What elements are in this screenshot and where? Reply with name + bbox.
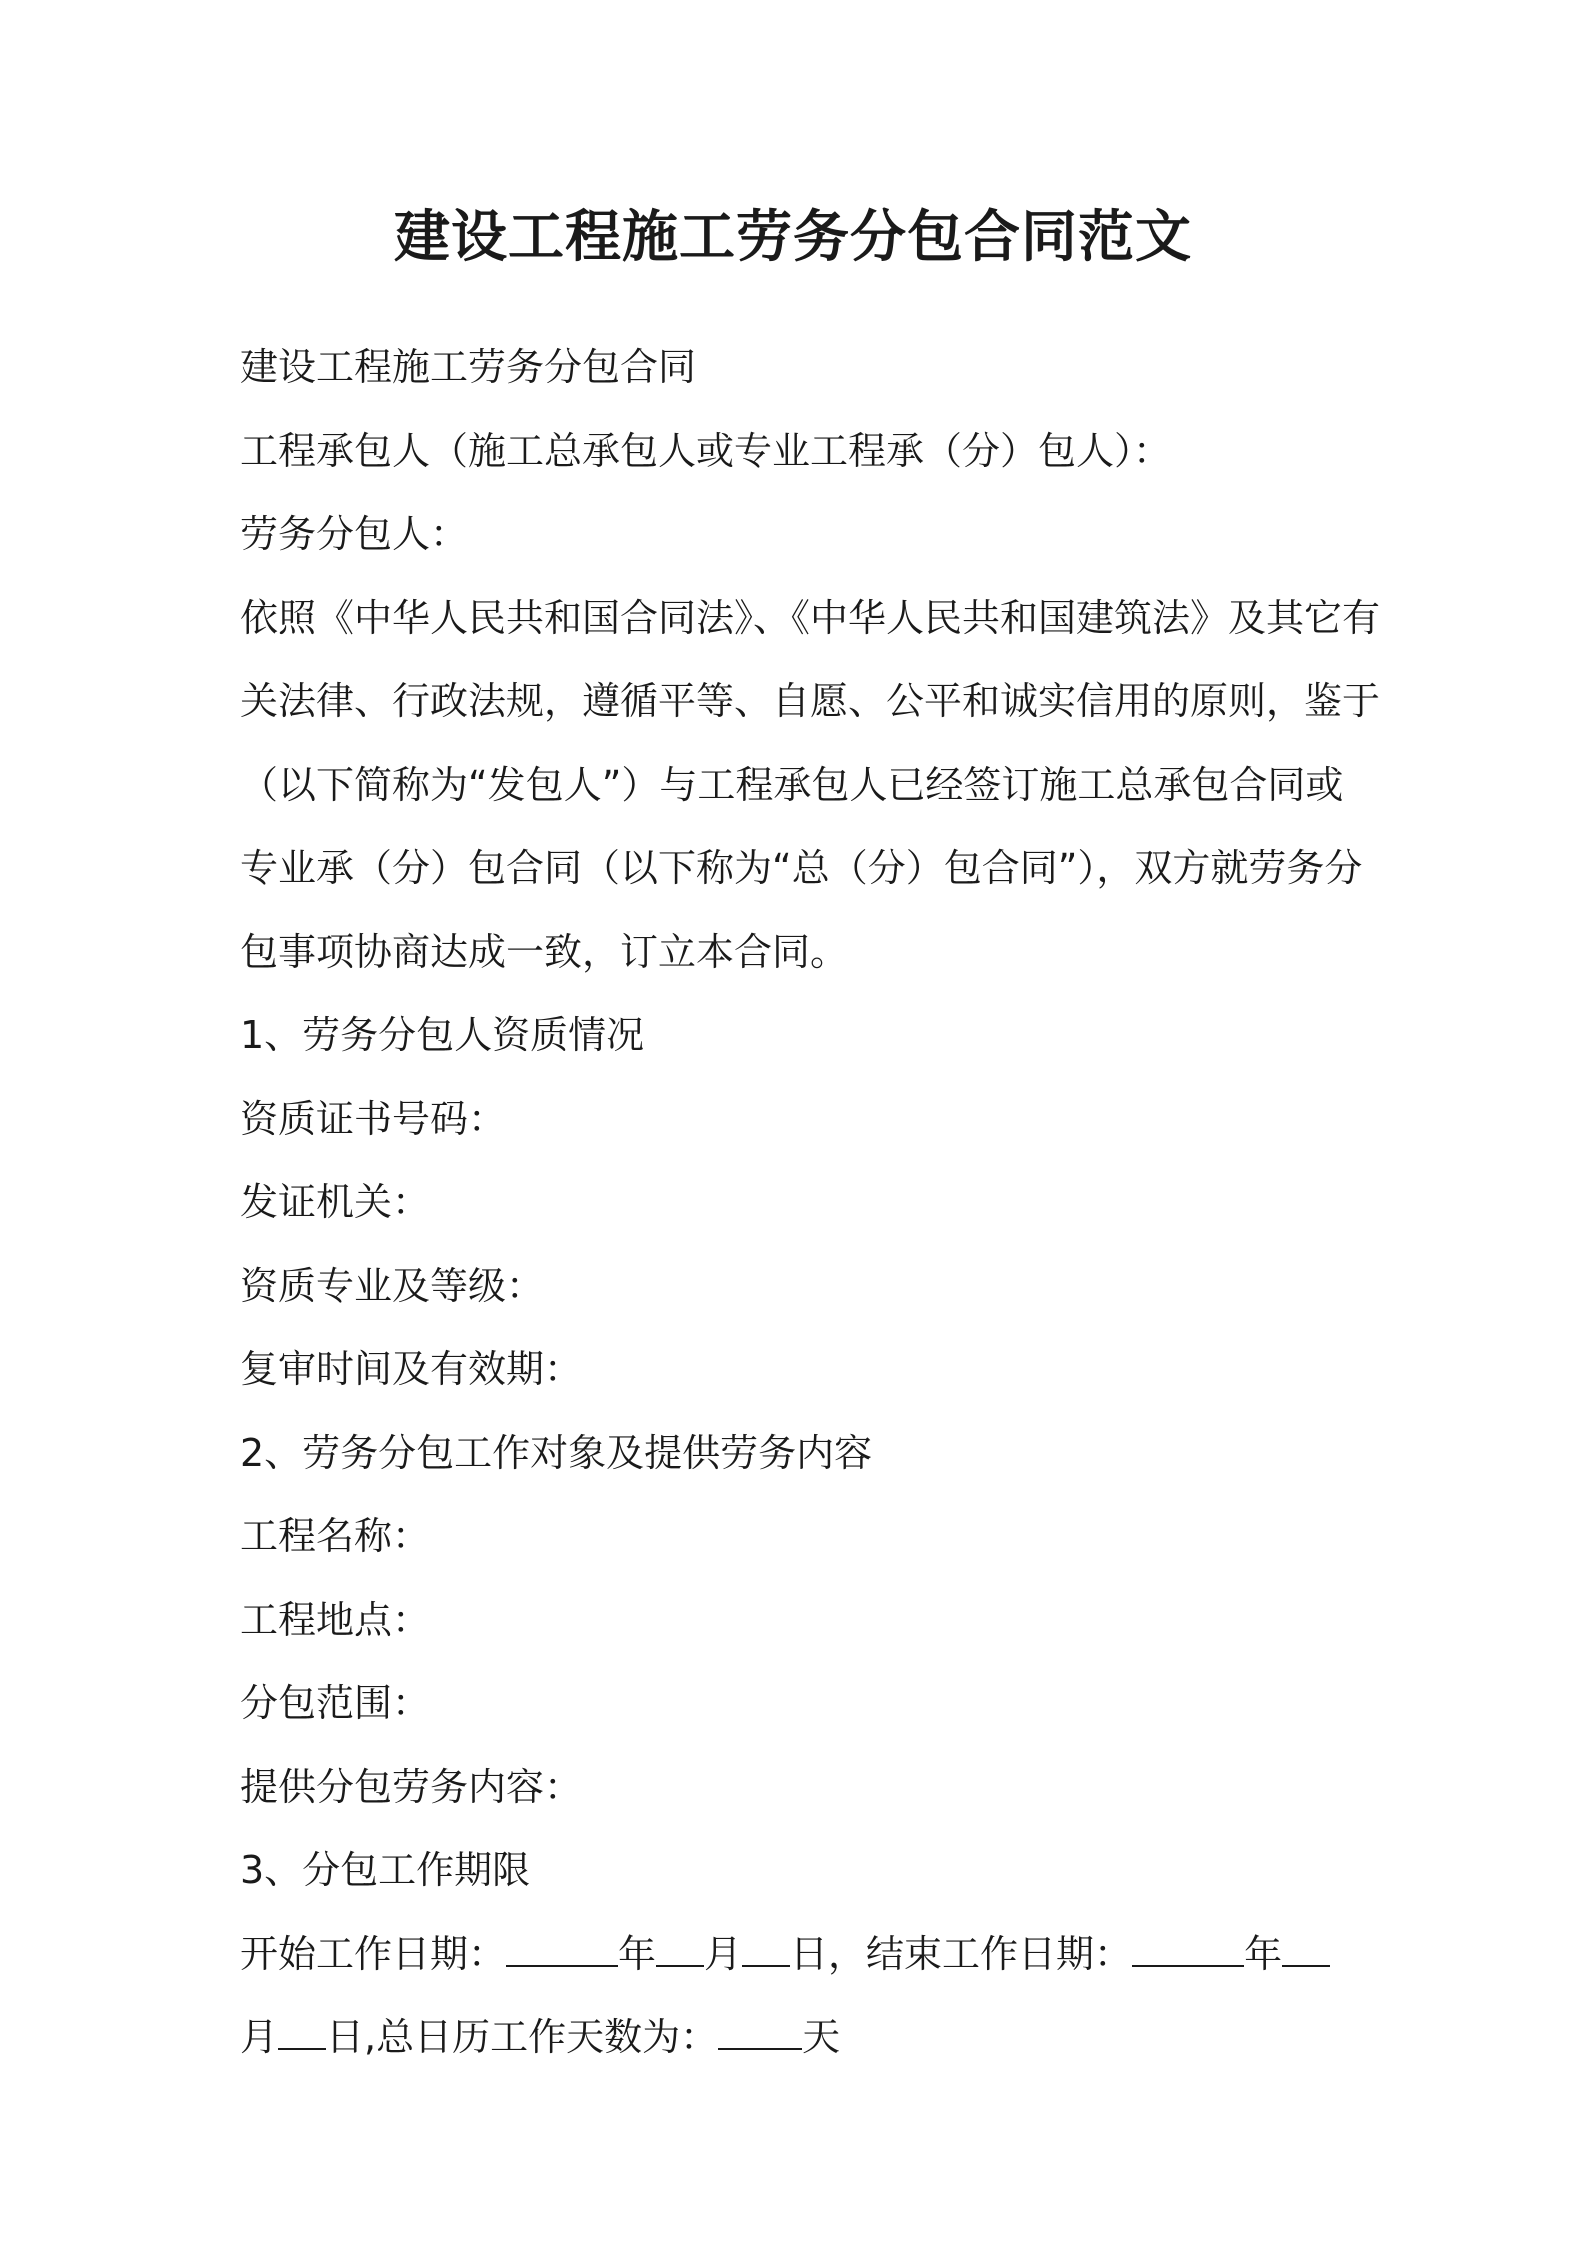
section-heading-qualification: 1、劳务分包人资质情况 <box>240 1013 645 1057</box>
field-project-name: 工程名称： <box>240 1514 431 1558</box>
body-line-preamble-2: 关法律、行政法规，遵循平等、自愿、公平和诚实信用的原则，鉴于 <box>240 679 1381 723</box>
end-year-label: 年 <box>1244 1931 1283 1976</box>
total-days-label: 日,总日历工作天数为： <box>326 2015 719 2059</box>
field-qualification-grade: 资质专业及等级： <box>240 1263 545 1308</box>
body-line-preamble-1: 依照《中华人民共和国合同法》、《中华人民共和国建筑法》及其它有 <box>240 595 1381 640</box>
start-year-blank <box>506 1923 618 1967</box>
days-unit-label: 天 <box>802 2015 841 2059</box>
date-line-total-days <box>240 1996 1360 2080</box>
body-line-preamble-5: 包事项协商达成一致，订立本合同。 <box>240 929 849 974</box>
body-line-preamble-4: 专业承（分）包合同（以下称为“总（分）包合同”），双方就劳务分 <box>240 846 1363 890</box>
section-heading-work-period: 3、分包工作期限 <box>240 1848 531 1892</box>
start-year-label: 年 <box>618 1931 657 1976</box>
field-review-validity: 复审时间及有效期： <box>240 1347 583 1391</box>
body-line-contractor: 工程承包人（施工总承包人或专业工程承（分）包人）： <box>240 428 1172 473</box>
end-year-blank <box>1132 1923 1244 1967</box>
start-day-blank <box>742 1923 790 1967</box>
start-date-label: 开始工作日期： <box>240 1931 507 1976</box>
field-subcontract-scope: 分包范围： <box>240 1681 431 1725</box>
body-line-labor-subcontractor: 劳务分包人： <box>240 512 469 556</box>
date-line-start-end <box>240 1913 1360 1997</box>
body-line-contract-name: 建设工程施工劳务分包合同 <box>240 345 697 389</box>
field-issuing-authority: 发证机关： <box>240 1180 431 1224</box>
section-heading-work-scope: 2、劳务分包工作对象及提供劳务内容 <box>240 1430 873 1475</box>
document-title: 建设工程施工劳务分包合同范文 <box>394 205 1192 270</box>
document-body <box>240 326 1381 2080</box>
end-day-blank <box>278 2006 326 2050</box>
end-month-label: 月 <box>240 2015 279 2059</box>
total-days-blank <box>718 2006 802 2050</box>
start-month-label: 月 <box>704 1931 743 1976</box>
field-labor-content: 提供分包劳务内容： <box>240 1764 583 1809</box>
end-date-label: 日，结束工作日期： <box>790 1931 1133 1976</box>
end-month-blank-start <box>1282 1923 1330 1967</box>
field-project-location: 工程地点： <box>240 1597 431 1642</box>
field-certificate-number: 资质证书号码： <box>240 1096 507 1141</box>
body-line-preamble-3: （以下简称为“发包人”）与工程承包人已经签订施工总承包合同或 <box>240 762 1344 807</box>
start-month-blank <box>656 1923 704 1967</box>
